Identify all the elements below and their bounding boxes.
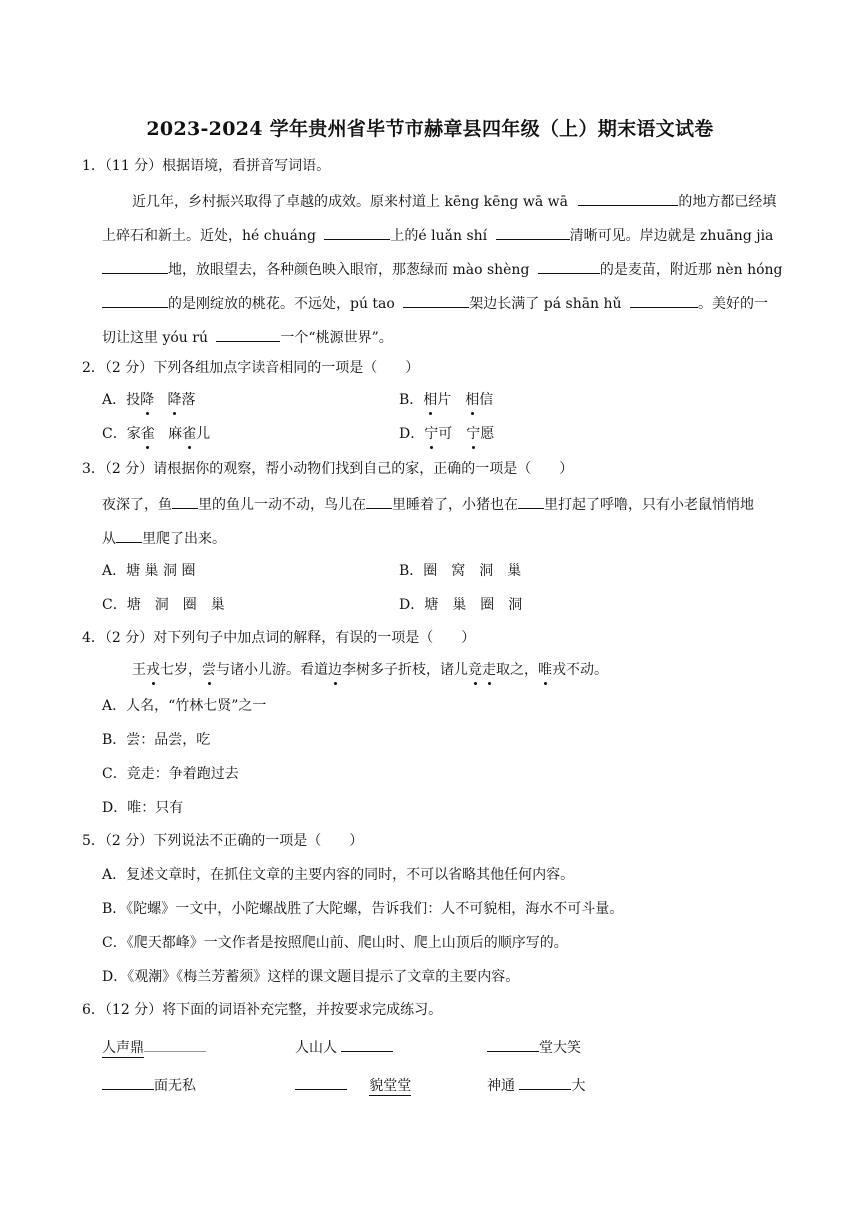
option-text: 信 xyxy=(479,392,494,408)
idiom-text: 貌堂堂 xyxy=(369,1078,412,1094)
question-stem: （2 分）下列说法不正确的一项是（ ） xyxy=(104,833,364,849)
question-3-header xyxy=(82,459,573,479)
sentence-text: 与诸小儿游。看道 xyxy=(216,662,328,678)
idiom-text: 人山人 xyxy=(295,1040,337,1056)
question-5-header xyxy=(82,831,363,851)
answer-blank[interactable] xyxy=(519,1074,571,1090)
answer-blank[interactable] xyxy=(630,292,698,308)
question-1-header xyxy=(82,156,330,176)
option-text: 可 xyxy=(438,426,467,442)
option-text: 愿 xyxy=(480,426,495,442)
option-label: B． xyxy=(399,392,424,408)
option-d[interactable]: D．唯：只有 xyxy=(102,800,184,816)
answer-blank[interactable] xyxy=(102,258,168,274)
question-1-line-3 xyxy=(102,258,783,280)
passage-text: 架边长满了 pá shān hǔ xyxy=(469,296,622,312)
dotted-char: 相 xyxy=(423,392,438,408)
answer-blank[interactable] xyxy=(172,493,198,509)
question-number: 5． xyxy=(82,833,105,849)
passage-text: 地，放眼望去，各种颜色映入眼帘，那葱绿而 mào shèng xyxy=(168,262,530,278)
option-a[interactable] xyxy=(102,390,195,410)
option-text: 落 xyxy=(181,392,196,408)
idiom-text: 人声鼎 xyxy=(102,1040,144,1056)
passage-text: 里爬了出来。 xyxy=(142,531,226,547)
dotted-char: 降 xyxy=(167,392,182,408)
dotted-char: 边 xyxy=(328,662,342,678)
answer-blank[interactable] xyxy=(496,224,570,240)
passage-text: 里打起了呼噜，只有小老鼠悄悄地 xyxy=(544,497,754,513)
answer-blank[interactable] xyxy=(216,326,280,342)
passage-text: 清晰可见。岸边就是 zhuāng jia xyxy=(569,228,774,244)
question-number: 1． xyxy=(82,158,105,174)
passage-text: 的地方都已经填 xyxy=(678,194,777,210)
dotted-char: 唯 xyxy=(538,662,552,678)
page-title: 2023-2024 学年贵州省毕节市赫章县四年级（上）期末语文试卷 xyxy=(146,118,714,140)
option-b[interactable] xyxy=(399,390,493,410)
answer-blank[interactable] xyxy=(102,1074,154,1090)
question-number: 3． xyxy=(82,461,105,477)
option-c[interactable]: C．竞走：争着跑过去 xyxy=(102,766,239,782)
question-stem: （11 分）根据语境，看拼音写词语。 xyxy=(104,158,331,174)
dotted-char: 戎 xyxy=(146,662,160,678)
passage-text: 的是麦苗，附近那 nèn hóng xyxy=(599,262,783,278)
answer-blank[interactable] xyxy=(403,292,469,308)
option-c[interactable]: C．塘 洞 圈 巢 xyxy=(102,597,225,613)
classical-sentence xyxy=(132,660,608,680)
option-d[interactable] xyxy=(399,424,494,444)
passage-text: 上碎石和新土。近处，hé chuáng xyxy=(102,228,316,244)
question-number: 6． xyxy=(82,1002,105,1018)
question-number: 2． xyxy=(82,360,105,376)
option-b[interactable]: B．尝：品尝，吃 xyxy=(102,732,211,748)
option-a[interactable]: A．复述文章时，在抓住文章的主要内容的同时，不可以省略其他任何内容。 xyxy=(102,867,575,883)
sentence-text: 取之， xyxy=(496,662,538,678)
question-stem: （2 分）下列各组加点字读音相同的一项是（ ） xyxy=(104,360,420,376)
passage-text: 近几年，乡村振兴取得了卓越的成效。原来村道上 kēng kēng wā wā xyxy=(132,194,568,210)
idiom-item-2 xyxy=(295,1036,393,1058)
sentence-text: 李树多子折枝，诸儿 xyxy=(342,662,468,678)
answer-blank[interactable] xyxy=(116,527,142,543)
question-1-line-5 xyxy=(102,326,393,348)
passage-text: 一个“桃源世界”。 xyxy=(280,330,393,346)
passage-text: 。美好的一 xyxy=(698,296,769,312)
option-d[interactable]: D．《观潮》《梅兰芳蓄须》这样的课文题目提示了文章的主要内容。 xyxy=(102,969,520,985)
answer-blank[interactable] xyxy=(538,258,600,274)
question-1-line-1 xyxy=(132,190,776,212)
sentence-text: 戎不动。 xyxy=(552,662,608,678)
sentence-text: 王 xyxy=(132,662,146,678)
idiom-item-5 xyxy=(295,1074,411,1096)
question-6-header xyxy=(82,1000,442,1020)
idiom-text: 面无私 xyxy=(154,1078,196,1094)
answer-blank[interactable] xyxy=(295,1074,347,1090)
question-2-header xyxy=(82,358,419,378)
passage-text: 切让这里 yóu rú xyxy=(102,330,208,346)
idiom-item-4 xyxy=(102,1074,196,1096)
question-3-passage-line-2 xyxy=(102,527,226,549)
question-stem: （12 分）将下面的词语补充完整，并按要求完成练习。 xyxy=(104,1002,443,1018)
question-4-header xyxy=(82,628,475,648)
idiom-text: 神通 xyxy=(487,1078,515,1094)
question-number: 4． xyxy=(82,630,105,646)
question-1-line-2 xyxy=(102,224,773,246)
answer-blank[interactable] xyxy=(324,224,390,240)
question-stem: （2 分）对下列句子中加点词的解释，有误的一项是（ ） xyxy=(104,630,476,646)
dotted-char: 降 xyxy=(140,392,155,408)
answer-blank[interactable] xyxy=(144,1036,206,1052)
dotted-char: 相 xyxy=(465,392,480,408)
option-text: 家 xyxy=(126,426,141,442)
option-text: 片 xyxy=(437,392,466,408)
option-b[interactable]: B．圈 窝 洞 巢 xyxy=(399,563,522,579)
option-c[interactable]: C．《爬天都峰》一文作者是按照爬山前、爬山时、爬上山顶后的顺序写的。 xyxy=(102,935,568,951)
answer-blank[interactable] xyxy=(518,493,544,509)
idiom-item-6 xyxy=(487,1074,585,1096)
option-b[interactable]: B．《陀螺》一文中，小陀螺战胜了大陀螺，告诉我们：人不可貌相，海水不可斗量。 xyxy=(102,901,624,917)
dotted-char: 宁 xyxy=(466,426,481,442)
passage-text: 夜深了，鱼 xyxy=(102,497,172,513)
idiom-item-3 xyxy=(487,1036,581,1058)
answer-blank[interactable] xyxy=(366,493,392,509)
option-label: D． xyxy=(399,426,425,442)
question-1-line-4 xyxy=(102,292,768,314)
option-text: 投 xyxy=(126,392,141,408)
option-text: 麻 xyxy=(168,426,183,442)
passage-text: 的是刚绽放的桃花。不远处，pú tao xyxy=(168,296,395,312)
idiom-item-1 xyxy=(102,1036,206,1058)
answer-blank[interactable] xyxy=(578,190,678,206)
question-stem: （2 分）请根据你的观察，帮小动物们找到自己的家，正确的一项是（ ） xyxy=(104,461,574,477)
passage-text: 从 xyxy=(102,531,116,547)
dotted-char: 尝 xyxy=(202,662,216,678)
option-label: A． xyxy=(102,392,127,408)
option-a[interactable]: A．塘 巢 洞 圈 xyxy=(102,563,196,579)
question-3-passage-line-1 xyxy=(102,493,754,515)
option-text: 儿 xyxy=(196,426,211,442)
idiom-text: 堂大笑 xyxy=(539,1040,581,1056)
idiom-text: 大 xyxy=(571,1078,586,1094)
dotted-char: 雀 xyxy=(182,426,197,442)
dotted-char: 竞 xyxy=(468,662,482,678)
option-c[interactable] xyxy=(102,424,210,444)
answer-blank[interactable] xyxy=(102,292,168,308)
answer-blank[interactable] xyxy=(341,1036,393,1052)
option-label: C． xyxy=(102,426,127,442)
option-d[interactable]: D．塘 巢 圈 洞 xyxy=(399,597,523,613)
answer-blank[interactable] xyxy=(487,1036,539,1052)
passage-text: 里睡着了，小猪也在 xyxy=(392,497,518,513)
dotted-char: 走 xyxy=(482,662,496,678)
option-a[interactable]: A．人名，“竹林七贤”之一 xyxy=(102,698,267,714)
sentence-text: 七岁， xyxy=(160,662,202,678)
dotted-char: 宁 xyxy=(424,426,439,442)
passage-text: 里的鱼儿一动不动，鸟儿在 xyxy=(198,497,366,513)
dotted-char: 雀 xyxy=(140,426,155,442)
passage-text: 上的é luǎn shí xyxy=(390,228,488,244)
